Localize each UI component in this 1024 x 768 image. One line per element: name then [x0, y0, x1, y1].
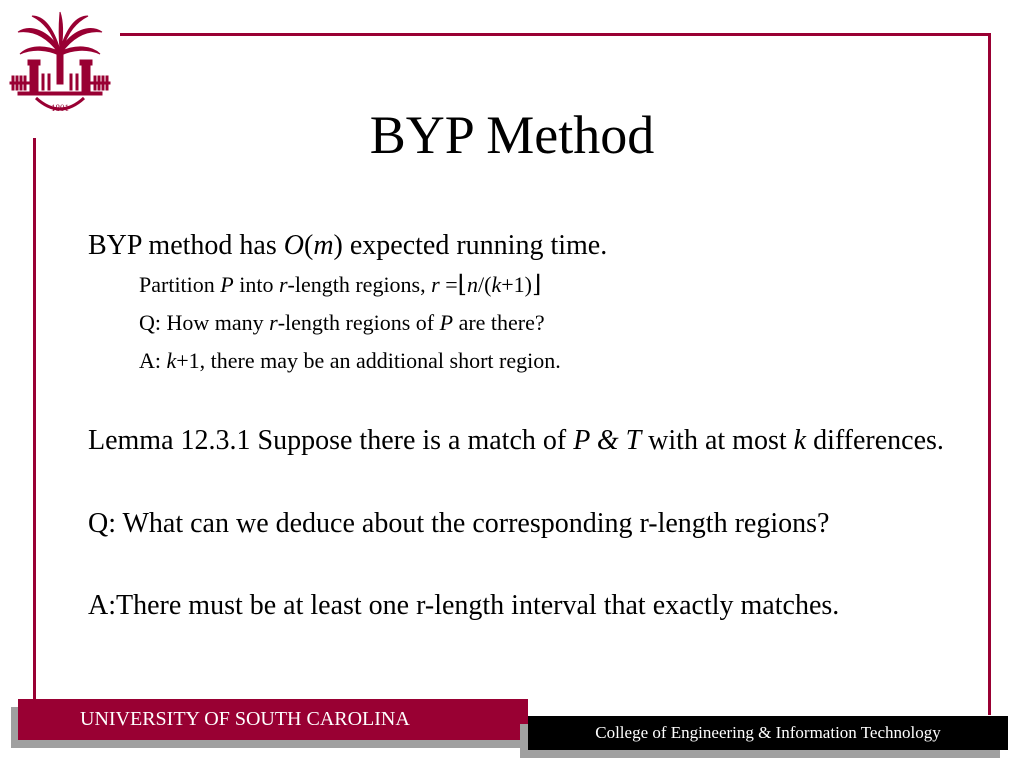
- college-name-bar: [528, 716, 1008, 750]
- bullet1-text-a: BYP method has: [88, 230, 284, 261]
- sub1-k: k: [491, 272, 502, 297]
- university-name-bar: [18, 699, 528, 740]
- sub2-p: P: [439, 310, 454, 335]
- frame-left-line: [33, 138, 36, 702]
- sub1-p: P: [220, 272, 234, 297]
- sub1-floor-right: ⌋: [531, 272, 542, 298]
- sub1-floor-left: ⌊: [457, 272, 467, 298]
- sub-bullet-answer: [139, 346, 561, 376]
- college-name: College of Engineering & Information Technology: [595, 723, 941, 742]
- sub-bullet-question: [139, 308, 545, 338]
- sub1-r2: r: [431, 272, 440, 297]
- frame-top-line: [120, 33, 990, 36]
- sub1-div: /(: [477, 272, 492, 297]
- sub2-text-c: are there?: [453, 310, 545, 335]
- bullet1-big-o: O: [283, 230, 304, 261]
- sub1-plus1: +1): [501, 272, 532, 297]
- lemma-text-c: differences.: [806, 425, 944, 456]
- bullet-answer: A:There must be at least one r-length interval that exactly matches.: [88, 590, 840, 621]
- sub1-r: r: [278, 272, 288, 297]
- sub3-text-a: A:: [139, 348, 167, 373]
- lemma-text-a: Lemma 12.3.1 Suppose there is a match of: [88, 425, 574, 456]
- bullet1-text-b: ) expected running time.: [333, 230, 608, 261]
- lemma-k: k: [793, 425, 807, 456]
- lemma-p-and-t: P & T: [573, 425, 642, 456]
- logo-year: 1801: [51, 103, 69, 113]
- sub1-text-a: Partition: [139, 272, 221, 297]
- bullet-question: Q: What can we deduce about the corresponding r-length regions?: [88, 508, 830, 539]
- sub1-text-b: into: [233, 272, 279, 297]
- sub2-text-a: Q: How many: [139, 310, 270, 335]
- university-name: UNIVERSITY OF SOUTH CAROLINA: [80, 708, 410, 730]
- bullet-running-time: [88, 227, 607, 264]
- sub1-eq: =: [439, 272, 458, 297]
- lemma-text-b: with at most: [641, 425, 794, 456]
- sub-bullet-partition: [139, 270, 541, 300]
- sub2-text-b: -length regions of: [277, 310, 440, 335]
- bullet1-paren: (: [303, 230, 314, 261]
- bullet-lemma: [88, 422, 946, 459]
- sub3-k: k: [166, 348, 177, 373]
- sub1-n: n: [466, 272, 478, 297]
- bullet1-m: m: [313, 230, 334, 261]
- sub2-r: r: [269, 310, 278, 335]
- slide-title: BYP Method: [369, 105, 655, 165]
- sub3-text-b: +1, there may be an additional short region.: [176, 348, 561, 373]
- sub1-text-c: -length regions,: [287, 272, 432, 297]
